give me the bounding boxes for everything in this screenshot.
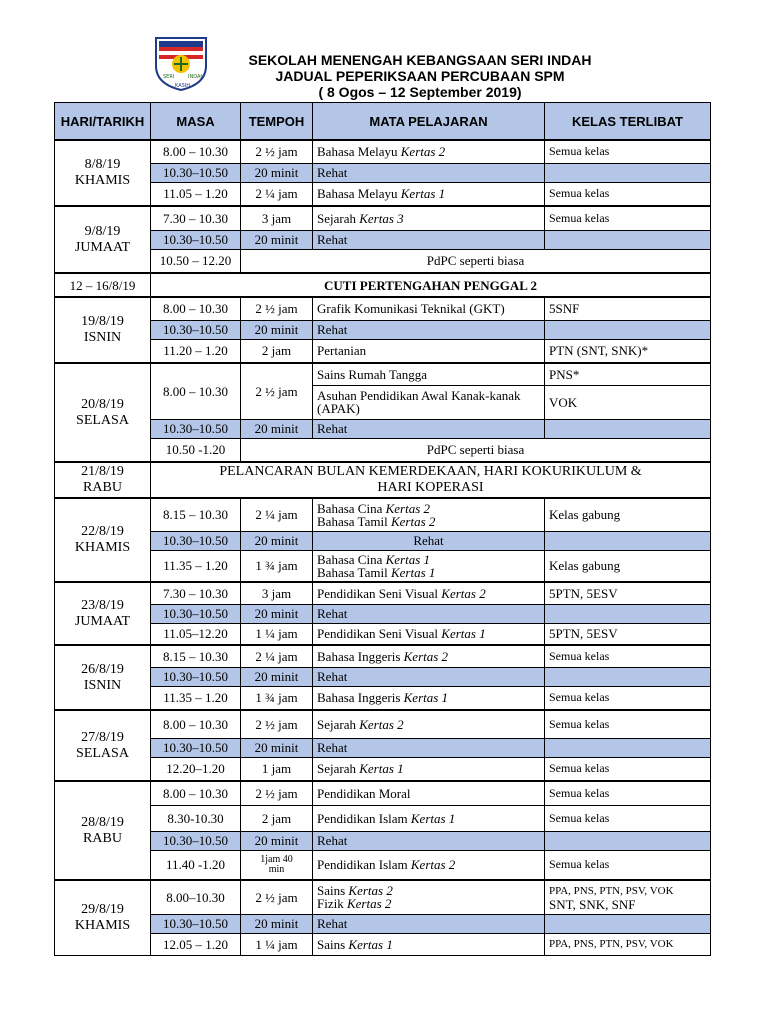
- time-cell: 11.40 -1.20: [151, 850, 241, 880]
- subject-cell: Sejarah Kertas 1: [313, 757, 545, 781]
- time-cell: 8.15 – 10.30: [151, 498, 241, 531]
- time-cell: 10.30–10.50: [151, 831, 241, 850]
- subject-cell: Pendidikan Seni Visual Kertas 1: [313, 623, 545, 645]
- subject-cell: Grafik Komunikasi Teknikal (GKT): [313, 297, 545, 320]
- table-row-break: [55, 667, 711, 686]
- table-row-event: [55, 462, 711, 498]
- table-row-break: [55, 914, 711, 933]
- time-cell: 12.05 – 1.20: [151, 933, 241, 955]
- classes-cell: VOK: [545, 385, 711, 419]
- subject-cell: Sains Rumah Tangga: [313, 363, 545, 385]
- col-header-duration: TEMPOH: [241, 103, 313, 141]
- day-cell: 26/8/19 ISNIN: [55, 645, 151, 710]
- table-row: [55, 757, 711, 781]
- school-name: SEKOLAH MENENGAH KEBANGSAAN SERI INDAH: [248, 52, 592, 68]
- classes-cell: Semua kelas: [545, 206, 711, 230]
- subject-cell: Pertanian: [313, 339, 545, 363]
- classes-cell: Kelas gabung: [545, 550, 711, 582]
- classes-cell: Semua kelas: [545, 140, 711, 163]
- subject-cell: Bahasa Melayu Kertas 1: [313, 182, 545, 206]
- table-row: [55, 686, 711, 710]
- note-cell: PdPC seperti biasa: [241, 249, 711, 273]
- duration-cell: 3 jam: [241, 206, 313, 230]
- day-cell: 22/8/19 KHAMIS: [55, 498, 151, 582]
- subject-cell: Pendidikan Seni Visual Kertas 2: [313, 582, 545, 604]
- classes-cell: Kelas gabung: [545, 498, 711, 531]
- time-cell: 11.05–12.20: [151, 623, 241, 645]
- day-cell: 19/8/19 ISNIN: [55, 297, 151, 363]
- classes-cell: [545, 738, 711, 757]
- subject-cell: Sains Kertas 2 Fizik Kertas 2: [313, 880, 545, 914]
- subject-cell: Bahasa Melayu Kertas 2: [313, 140, 545, 163]
- table-row: [55, 140, 711, 163]
- classes-cell: [545, 419, 711, 438]
- time-cell: 8.00 – 10.30: [151, 781, 241, 805]
- subject-cell: Rehat: [313, 667, 545, 686]
- subject-cell: Pendidikan Islam Kertas 2: [313, 850, 545, 880]
- time-cell: 11.35 – 1.20: [151, 550, 241, 582]
- duration-cell: 3 jam: [241, 582, 313, 604]
- classes-cell: [545, 667, 711, 686]
- duration-cell: 20 minit: [241, 419, 313, 438]
- subject-cell: Bahasa Cina Kertas 1 Bahasa Tamil Kertas 1: [313, 550, 545, 582]
- classes-cell: [545, 531, 711, 550]
- duration-cell: 2 ½ jam: [241, 710, 313, 738]
- table-row-break: [55, 320, 711, 339]
- classes-cell: Semua kelas: [545, 686, 711, 710]
- svg-text:INDAH: INDAH: [188, 74, 205, 80]
- table-row-break: [55, 230, 711, 249]
- duration-cell: 2 ½ jam: [241, 880, 313, 914]
- duration-cell: 2 ¼ jam: [241, 645, 313, 667]
- table-row: [55, 498, 711, 531]
- subject-cell: Sejarah Kertas 3: [313, 206, 545, 230]
- subject-cell: Sejarah Kertas 2: [313, 710, 545, 738]
- table-row: [55, 249, 711, 273]
- duration-cell: 2 jam: [241, 805, 313, 831]
- note-cell: PdPC seperti biasa: [241, 438, 711, 462]
- duration-cell: 1 ¾ jam: [241, 550, 313, 582]
- table-row: [55, 582, 711, 604]
- svg-text:KASIH: KASIH: [175, 83, 191, 89]
- time-cell: 12.20–1.20: [151, 757, 241, 781]
- col-header-subject: MATA PELAJARAN: [313, 103, 545, 141]
- duration-cell: 20 minit: [241, 667, 313, 686]
- col-header-time: MASA: [151, 103, 241, 141]
- time-cell: 11.05 – 1.20: [151, 182, 241, 206]
- time-cell: 10.30–10.50: [151, 230, 241, 249]
- table-row: [55, 363, 711, 385]
- duration-cell: 20 minit: [241, 531, 313, 550]
- table-row-break: [55, 831, 711, 850]
- subject-cell: Rehat: [313, 738, 545, 757]
- time-cell: 10.30–10.50: [151, 531, 241, 550]
- duration-cell: 1 ¼ jam: [241, 623, 313, 645]
- duration-cell: 2 ¼ jam: [241, 182, 313, 206]
- classes-cell: 5PTN, 5ESV: [545, 582, 711, 604]
- table-row: [55, 850, 711, 880]
- day-cell: 12 – 16/8/19: [55, 273, 151, 297]
- classes-cell: 5SNF: [545, 297, 711, 320]
- table-row: [55, 550, 711, 582]
- table-row-break: [55, 738, 711, 757]
- banner-cell: PELANCARAN BULAN KEMERDEKAAN, HARI KOKURIKULUM & HARI KOPERASI: [151, 462, 711, 498]
- table-row: [55, 623, 711, 645]
- subject-cell: Rehat: [313, 419, 545, 438]
- day-cell: 9/8/19 JUMAAT: [55, 206, 151, 273]
- time-cell: 10.30–10.50: [151, 738, 241, 757]
- table-row-break: [55, 419, 711, 438]
- table-row: [55, 182, 711, 206]
- time-cell: 8.00 – 10.30: [151, 140, 241, 163]
- duration-cell: 20 minit: [241, 738, 313, 757]
- subject-cell: Asuhan Pendidikan Awal Kanak-kanak (APAK): [313, 385, 545, 419]
- subject-cell: Rehat: [313, 604, 545, 623]
- table-row: [55, 781, 711, 805]
- classes-cell: [545, 163, 711, 182]
- classes-cell: [545, 831, 711, 850]
- duration-cell: 2 ½ jam: [241, 297, 313, 320]
- banner-cell: CUTI PERTENGAHAN PENGGAL 2: [151, 273, 711, 297]
- time-cell: 7.30 – 10.30: [151, 206, 241, 230]
- duration-cell: 20 minit: [241, 230, 313, 249]
- classes-cell: [545, 320, 711, 339]
- exam-schedule-table: [54, 102, 711, 956]
- table-row: [55, 438, 711, 462]
- classes-cell: [545, 604, 711, 623]
- time-cell: 11.20 – 1.20: [151, 339, 241, 363]
- subject-cell: Rehat: [313, 831, 545, 850]
- subject-cell: Pendidikan Islam Kertas 1: [313, 805, 545, 831]
- subject-cell: Bahasa Cina Kertas 2 Bahasa Tamil Kertas 2: [313, 498, 545, 531]
- table-row: [55, 339, 711, 363]
- col-header-date: HARI/TARIKH: [55, 103, 151, 141]
- duration-cell: 20 minit: [241, 914, 313, 933]
- classes-cell: Semua kelas: [545, 757, 711, 781]
- time-cell: 8.00 – 10.30: [151, 363, 241, 419]
- duration-cell: 2 ½ jam: [241, 140, 313, 163]
- time-cell: 7.30 – 10.30: [151, 582, 241, 604]
- time-cell: 10.30–10.50: [151, 320, 241, 339]
- duration-cell: 1jam 40 min: [241, 850, 313, 880]
- table-row-break: [55, 531, 711, 550]
- day-cell: 28/8/19 RABU: [55, 781, 151, 880]
- table-row: [55, 933, 711, 955]
- table-row: [55, 880, 711, 914]
- classes-cell: PNS*: [545, 363, 711, 385]
- duration-cell: 2 ½ jam: [241, 363, 313, 419]
- classes-cell: PTN (SNT, SNK)*: [545, 339, 711, 363]
- table-row: [55, 206, 711, 230]
- time-cell: 8.00 – 10.30: [151, 710, 241, 738]
- time-cell: 8.00 – 10.30: [151, 297, 241, 320]
- classes-cell: Semua kelas: [545, 710, 711, 738]
- table-row-holiday: [55, 273, 711, 297]
- day-cell: 29/8/19 KHAMIS: [55, 880, 151, 955]
- subject-cell: Rehat: [313, 163, 545, 182]
- table-header-row: [55, 103, 711, 141]
- duration-cell: 2 jam: [241, 339, 313, 363]
- duration-cell: 1 ¼ jam: [241, 933, 313, 955]
- duration-cell: 1 ¾ jam: [241, 686, 313, 710]
- day-cell: 27/8/19 SELASA: [55, 710, 151, 781]
- subject-cell: Rehat: [313, 531, 545, 550]
- duration-cell: 20 minit: [241, 831, 313, 850]
- time-cell: 10.30–10.50: [151, 419, 241, 438]
- table-row: [55, 805, 711, 831]
- time-cell: 11.35 – 1.20: [151, 686, 241, 710]
- classes-cell: PPA, PNS, PTN, PSV, VOK SNT, SNK, SNF: [545, 880, 711, 914]
- time-cell: 10.50 -1.20: [151, 438, 241, 462]
- date-range: ( 8 Ogos – 12 September 2019): [318, 84, 522, 100]
- table-row: [55, 710, 711, 738]
- day-cell: 23/8/19 JUMAAT: [55, 582, 151, 645]
- duration-cell: 2 ¼ jam: [241, 498, 313, 531]
- classes-cell: Semua kelas: [545, 850, 711, 880]
- duration-cell: 20 minit: [241, 320, 313, 339]
- table-row: [55, 297, 711, 320]
- day-cell: 8/8/19 KHAMIS: [55, 140, 151, 206]
- duration-cell: 2 ½ jam: [241, 781, 313, 805]
- day-cell: 21/8/19 RABU: [55, 462, 151, 498]
- classes-cell: 5PTN, 5ESV: [545, 623, 711, 645]
- time-cell: 10.30–10.50: [151, 914, 241, 933]
- subject-cell: Rehat: [313, 914, 545, 933]
- table-row: [55, 645, 711, 667]
- subject-cell: Rehat: [313, 320, 545, 339]
- duration-cell: 20 minit: [241, 163, 313, 182]
- classes-cell: Semua kelas: [545, 781, 711, 805]
- subject-cell: Sains Kertas 1: [313, 933, 545, 955]
- classes-cell: Semua kelas: [545, 182, 711, 206]
- time-cell: 10.30–10.50: [151, 604, 241, 623]
- classes-cell: PPA, PNS, PTN, PSV, VOK: [545, 933, 711, 955]
- subject-cell: Pendidikan Moral: [313, 781, 545, 805]
- classes-cell: Semua kelas: [545, 805, 711, 831]
- time-cell: 8.15 – 10.30: [151, 645, 241, 667]
- col-header-classes: KELAS TERLIBAT: [545, 103, 711, 141]
- table-row-break: [55, 163, 711, 182]
- classes-cell: [545, 914, 711, 933]
- subject-cell: Bahasa Inggeris Kertas 2: [313, 645, 545, 667]
- time-cell: 8.30-10.30: [151, 805, 241, 831]
- classes-cell: [545, 230, 711, 249]
- duration-cell: 1 jam: [241, 757, 313, 781]
- classes-cell: Semua kelas: [545, 645, 711, 667]
- day-cell: 20/8/19 SELASA: [55, 363, 151, 462]
- time-cell: 10.50 – 12.20: [151, 249, 241, 273]
- subject-cell: Rehat: [313, 230, 545, 249]
- time-cell: 8.00–10.30: [151, 880, 241, 914]
- time-cell: 10.30–10.50: [151, 667, 241, 686]
- table-row-break: [55, 604, 711, 623]
- svg-text:SERI: SERI: [163, 74, 175, 80]
- time-cell: 10.30–10.50: [151, 163, 241, 182]
- subject-cell: Bahasa Inggeris Kertas 1: [313, 686, 545, 710]
- duration-cell: 20 minit: [241, 604, 313, 623]
- document-title: JADUAL PEPERIKSAAN PERCUBAAN SPM: [275, 68, 565, 84]
